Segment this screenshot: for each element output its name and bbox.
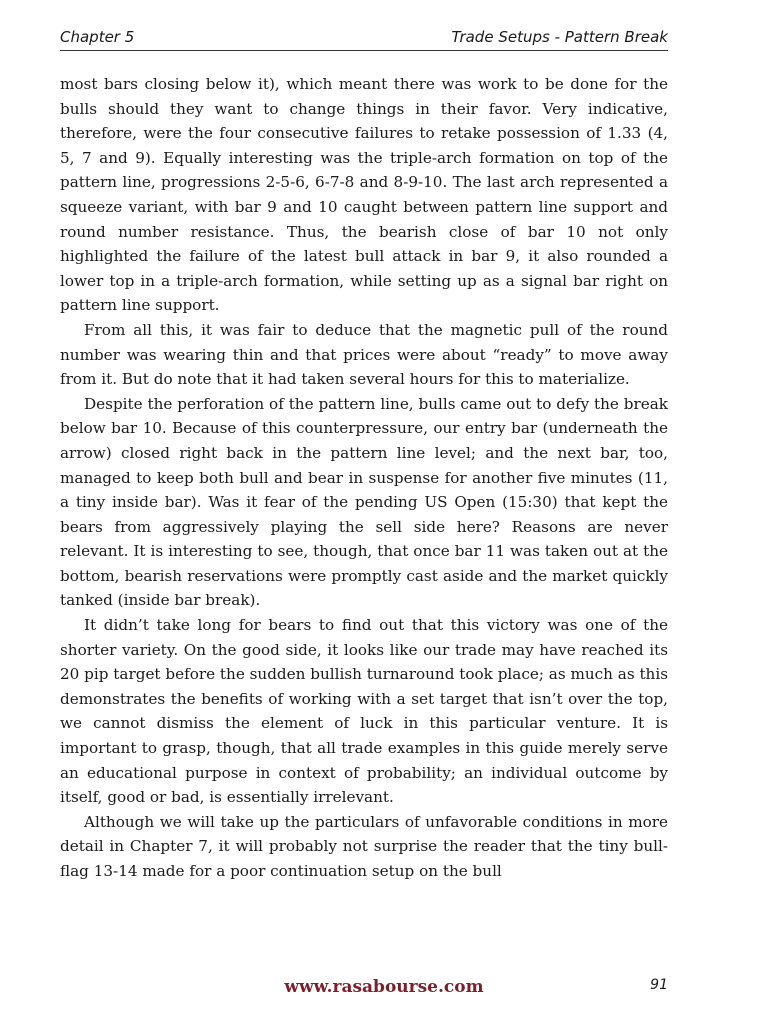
paragraph: It didn’t take long for bears to find out that this victory was one of the shorter variety. On the good side, it looks like our trade may have reached its 20 pip target before the sudden bullish turnaround took place; as much as this demonstrates the benefits of working with a set target that isn’t over the top, we cannot dismiss the element of luck in this particular venture. It is important to grasp, though, that all trade examples in this guide merely serve an educational purpose in context of probability; an individual outcome by itself, good or bad, is essentially irrelevant. [60,616,668,807]
paragraph: Despite the perforation of the pattern line, bulls came out to defy the break below bar 10. Because of this counterpressure, our entry bar (underneath the arrow) closed right back in the pattern line level; and the next bar, too, managed to keep both bull and bear in suspense for another five minutes (11, a tiny inside bar). Was it fear of the pending US Open (15:30) that kept the bears from aggressively playing the sell side here? Reasons are never relevant. It is interesting to see, though, that once bar 11 was taken out at the bottom, bearish reservations were promptly cast aside and the market quickly tanked (inside bar break). [60,394,668,610]
paragraph: Although we will take up the particulars of unfavorable conditions in more detail in Chapter 7, it will probably not surprise the reader that the tiny bull-flag 13-14 made for a poor continuation setup on the bull [60,812,668,880]
footer-url: www.rasabourse.com [284,977,484,997]
page-number: 91 [650,977,668,993]
body-text [60,72,668,884]
running-header [60,20,668,51]
paragraph: From all this, it was fair to deduce that the magnetic pull of the round number was wearing thin and that prices were about “ready” to move away from it. But do note that it had taken several hours for this to materialize. [60,320,668,389]
chapter-label: Chapter 5 [60,28,135,46]
paragraph: most bars closing below it), which meant there was work to be done for the bulls should they want to change things in their favor. Very indicative, therefore, were the four consecutive failures to retake possession of 1.33 (4, 5, 7 and 9). Equally interesting was the triple-arch formation on top of the pattern line, progressions 2-5-6, 6-7-8 and 8-9-10. The last arch represented a squeeze variant, with bar 9 and 10 caught between pattern line support and round number resistance. Thus, the bearish close of bar 10 not only highlighted the failure of the latest bull attack in bar 9, it also rounded a lower top in a triple-arch formation, while setting up as a signal bar right on pattern line support. [60,75,668,315]
section-title: Trade Setups - Pattern Break [451,28,668,46]
